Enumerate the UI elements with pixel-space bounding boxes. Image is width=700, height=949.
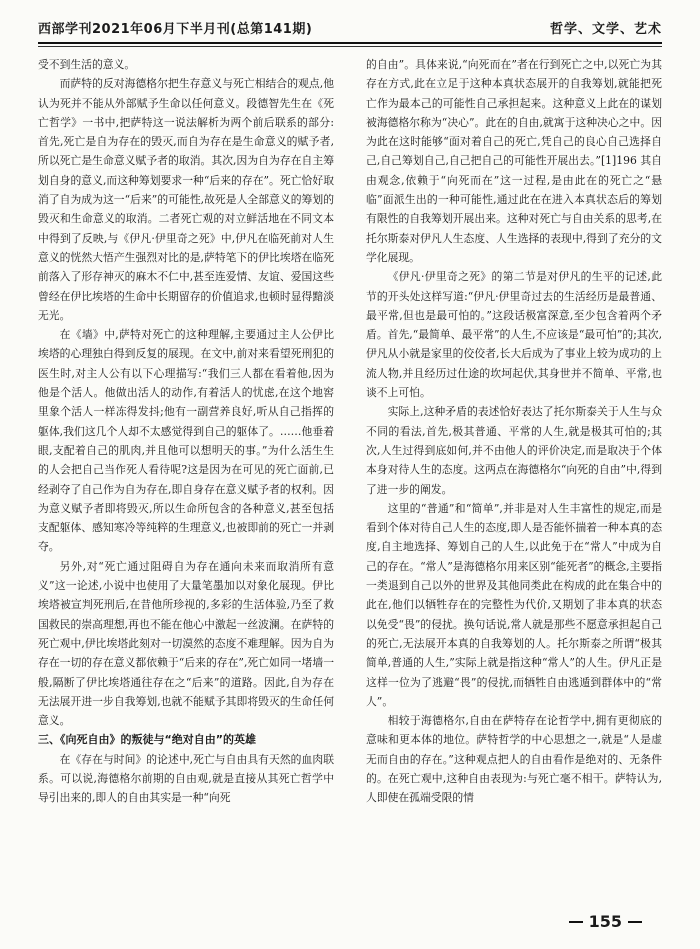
journal-title: 西部学刊2021年06月下半月刊(总第141期)	[38, 21, 313, 37]
section-heading: 三、《向死自由》的叛徒与“绝对自由”的英雄	[38, 733, 256, 747]
header-rule	[38, 42, 662, 44]
page-number: 155	[588, 912, 622, 931]
paragraph: 实际上,这种矛盾的表述恰好表达了托尔斯泰关于人生与众不同的看法,首先,极其普通、平常的人生,就是极其可怕的;其次,人生过得到底如何,并不由他人的评价决定,而是取决于个体本身对待人生的态度。这两点在海德格尔“向死的自由”中,得到了进一步的阐发。	[366, 405, 662, 496]
paragraph: 这里的“普通”和“简单”,并非是对人生丰富性的规定,而是看到个体对待自己人生的态度,即人是否能怀揣着一种本真的态度,自主地选择、筹划自己的人生,以此免于在“常人”中成为自己的存在。“常人”是海德格尔用来区别“能死者”的概念,主要指一类退到自己以外的世界及其他同类此在构成的此在集合中的此在,他们以牺牲存在的完整性为代价,又期划了非本真的状态以免受“畏”的侵扰。换句话说,常人就是那些不愿意承担起自己的死亡,无法展开本真的自我筹划的人。托尔斯泰之所谓“极其简单,普通的人生,”实际上就是指这种“常人”的人生。伊凡正是这样一位为了逃避“畏”的侵扰,而牺牲自由逃遁到群体中的“常人”。	[366, 501, 662, 708]
footer-dash-left	[569, 921, 583, 923]
right-column	[366, 55, 662, 808]
paragraph: 而萨特的反对海德格尔把生存意义与死亡相结合的观点,他认为死并不能从外部赋予生命以任何意义。段德智先生在《死亡哲学》一书中,把萨特这一说法解析为两个前后联系的部分:首先,死亡是自为存在的毁灭,而自为存在是生命意义的赋予者,所以死亡是生命意义赋予者的取消。其次,因为自为存在自主筹划自身的意义,而这种筹划要求一种“后来的存在”。死亡恰好取消了自为成为这一“后来”的可能性,故死是人全部意义的筹划的毁灭和生命意义的取消。二者死亡观的对立鲜活地在不同文本中得到了反映,与《伊凡·伊里奇之死》中,伊凡在临死前对人生意义的恍然大悟产生强烈对比的是,萨特笔下的伊比埃塔在临死前落入了形存神灭的麻木不仁中,甚至连爱情、友谊、爱国这些曾经在伊比埃塔的生命中长期留存的价值追求,也顿时显得黯淡无光。	[38, 77, 334, 322]
left-column	[38, 55, 334, 808]
paragraph: 《伊凡·伊里奇之死》的第二节是对伊凡的生平的记述,此节的开头处这样写道:“伊凡·伊里奇过去的生活经历是最普通、最平常,但也是最可怕的。”这段话极富深意,至少包含着两个矛盾。首先,“最简单、最平常”的人生,不应该是“最可怕”的;其次,伊凡从小就是家里的佼佼者,长大后成为了事业上较为成功的上流人物,并且经历过仕途的坎坷起伏,其身世并不简单、平常,也谈不上可怕。	[366, 270, 662, 400]
footer-dash-right	[628, 921, 642, 923]
paragraph: 相较于海德格尔,自由在萨特存在论哲学中,拥有更彻底的意味和更本体的地位。萨特哲学的中心思想之一,就是“人是虚无而自由的存在。”这种观点把人的自由看作是绝对的、无条件的。在死亡观中,这种自由表现为:与死亡毫不相干。萨特认为,人即使在孤端受限的情	[366, 714, 662, 805]
paragraph: 的自由”。具体来说,“向死而在”者在行到死亡之中,以死亡为其存在方式,此在立足于这种本真状态展开的自我筹划,就能把死亡作为最本己的可能性自己承担起来。这种意义上此在的谋划被海德格尔称为“决心”。此在的自由,就寓于这种决心之中。因为此在这时能够“面对着自己的死亡,凭自己的良心自己选择自己,自己筹划自己,自己把自己的可能性开展出去。”[1]196 其自由观念,依赖于“向死而在”这一过程,是由此在的死亡之“悬临”面派生出的一种可能性,通过此在在进入本真状态后的筹划有限性的自我筹划开展出来。这种对死亡与自由关系的思考,在托尔斯泰对伊凡人生态度、人生选择的表现中,得到了充分的文学化展现。	[366, 58, 662, 264]
paragraph: 另外,对“死亡通过阻碍自为存在通向未来而取消所有意义”这一论述,小说中也使用了大量笔墨加以对象化展现。伊比埃塔被宣判死刑后,在昔他所珍视的,多彩的生活体验,乃至了救国救民的崇高理想,再也不能在他心中激起一丝波澜。在萨特的死亡观中,伊比埃塔此刻对一切漠然的态度不难理解。因为自为存在一切的存在意义都依赖于“后来的存在”,死亡如同一堵墙一般,隔断了伊比埃塔通往存在之“后来”的道路。因此,自为存在无法展开进一步自我筹划,也就不能赋予其即将毁灭的生命任何意义。	[38, 559, 334, 728]
page-footer	[569, 912, 642, 931]
header-rule-thin	[38, 46, 662, 47]
section-title: 哲学、文学、艺术	[549, 21, 662, 37]
running-header	[38, 14, 662, 40]
paragraph: 在《墙》中,萨特对死亡的这种理解,主要通过主人公伊比埃塔的心理独白得到反复的展现。在文中,前对来看望死刑犯的医生时,对主人公有以下心理描写:“我们三人都在看着他,因为他是个活人。他做出活人的动作,有着活人的忧虑,在这个地窖里象个活人一样冻得发抖;他有一副营养良好,听从自己指挥的躯体,我们这几个人却不太感觉得到自己的躯体了。……他垂着眼,支配着自己的肌肉,并且他可以想明天的事。”为什么活生生的人会把自己当作死人看待呢?这是因为在可见的死亡面前,已经剥夺了自己作为自为存在,即自身存在意义赋予者的权利。因为意义赋予者即将毁灭,所以生命所包含的各种意义,甚至包括支配躯体、感知寒冷等纯粹的生理意义,也被即前的死亡一并剥夺。	[38, 328, 334, 554]
paragraph: 受不到生活的意义。	[38, 58, 136, 71]
paragraph: 在《存在与时间》的论述中,死亡与自由具有天然的血肉联系。可以说,海德格尔前期的自由观,就是直接从其死亡哲学中导引出来的,即人的自由其实是一种“向死	[38, 752, 334, 805]
